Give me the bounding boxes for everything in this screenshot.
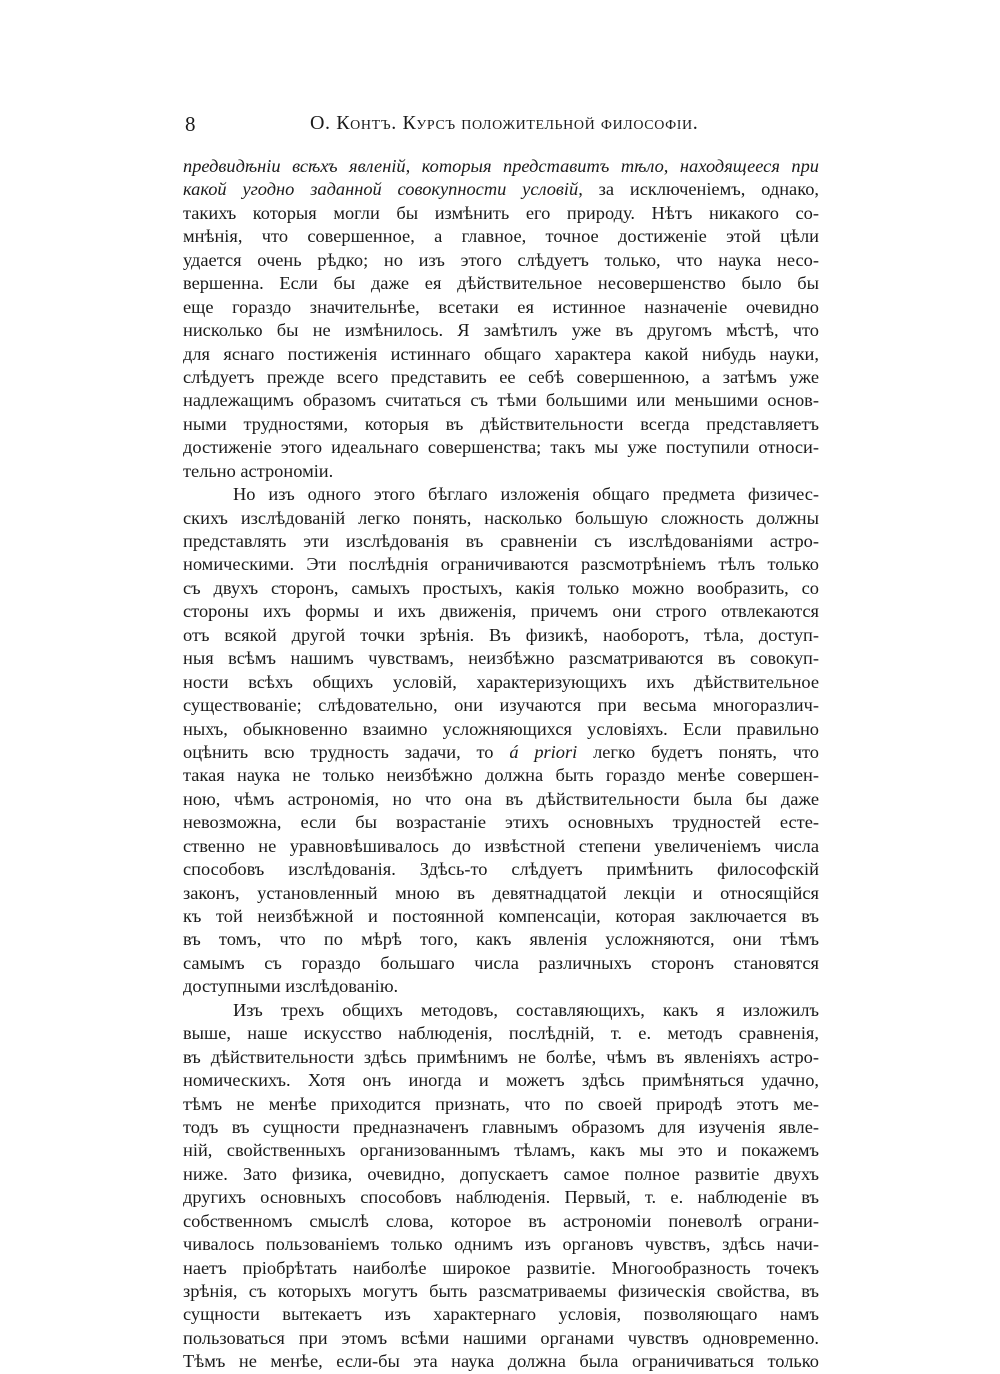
text-line — [183, 764, 819, 787]
text-segment: еще гораздо значительнѣе, всетаки ея истинное назначеніе очевидно — [183, 296, 819, 317]
text-line — [183, 858, 819, 881]
text-segment: наетъ пріобрѣтать наиболѣе широкое развитіе. Многообразность точекъ — [183, 1257, 819, 1278]
text-segment: ныя всѣмъ нашимъ чувствамъ, неизбѣжно разсматриваются въ совокуп- — [183, 648, 819, 669]
text-segment: ній, свойственныхъ организованнымъ тѣламъ, какъ мы это и покажемъ — [183, 1140, 819, 1161]
text-line — [183, 624, 819, 647]
text-segment: за исключеніемъ, однако, — [582, 179, 819, 200]
text-line — [183, 671, 819, 694]
text-segment: законъ, установленный мною въ девятнадцатой лекціи и относящійся — [183, 882, 819, 903]
text-segment: отъ всякой другой точки зрѣнія. Въ физикѣ, наоборотъ, тѣла, доступ- — [183, 624, 819, 645]
text-line — [183, 1139, 819, 1162]
text-line — [183, 694, 819, 717]
text-line — [183, 272, 819, 295]
text-segment: удается очень рѣдко; но изъ этого слѣдуетъ только, что наука несо- — [183, 249, 819, 270]
text-segment: тельно астрономіи. — [183, 460, 334, 481]
text-segment: зрѣнія, съ которыхъ могутъ быть разсматриваемы физическія свойства, въ — [183, 1281, 819, 1301]
text-line — [183, 1350, 819, 1373]
text-segment: мнѣнія, что совершенное, а главное, точное достиженіе этой цѣли — [183, 226, 819, 247]
text-line — [183, 1046, 819, 1069]
text-line — [183, 1069, 819, 1092]
italic-text: á priori — [509, 741, 578, 762]
text-segment: тѣмъ не менѣе приходится признать, что по своей природѣ этотъ ме- — [183, 1093, 819, 1114]
text-line — [183, 647, 819, 670]
text-segment: собственномъ смыслѣ слова, которое въ астрономіи поневолѣ ограни- — [183, 1210, 819, 1231]
text-segment: ности всѣхъ общихъ условій, характеризующихъ ихъ дѣйствительное — [183, 671, 819, 692]
text-segment: стороны ихъ формы и ихъ движенія, причемъ они строго отвлекаются — [183, 601, 819, 622]
text-line — [183, 975, 819, 998]
text-segment: другихъ основныхъ способовъ наблюденія. Первый, т. е. наблюденіе въ — [183, 1187, 819, 1208]
paragraph — [183, 999, 819, 1374]
text-line — [183, 343, 819, 366]
text-segment: способовъ изслѣдованія. Здѣсь-то слѣдуетъ примѣнить философскій — [183, 859, 819, 880]
text-segment: вершенна. Если бы даже ея дѣйствительное несовершенство было бы — [183, 273, 819, 294]
italic-text: предвидѣніи всѣхъ явленій, которыя представитъ тѣло, находящееся при — [183, 156, 819, 176]
text-segment: пользоваться при этомъ всѣми нашими органами чувствъ одновременно. — [183, 1327, 819, 1348]
text-line — [183, 1257, 819, 1280]
text-line — [183, 999, 819, 1022]
text-segment: въ дѣйствительности здѣсь примѣнимъ не болѣе, чѣмъ въ явленіяхъ астро- — [183, 1046, 819, 1067]
page-header — [185, 112, 813, 142]
italic-text: какой угодно заданной совокупности условій, — [183, 179, 583, 200]
text-segment: легко будетъ понять, что — [577, 741, 819, 762]
text-line — [183, 202, 819, 225]
text-line — [183, 436, 819, 459]
text-line — [183, 788, 819, 811]
text-segment: представлять эти изслѣдованія въ сравненіи съ изслѣдованіями астро- — [183, 531, 819, 551]
text-line — [183, 1233, 819, 1256]
text-line — [183, 178, 819, 201]
text-line — [183, 413, 819, 436]
text-segment: невозможна, если бы возрастаніе этихъ основныхъ трудностей есте- — [183, 812, 819, 833]
text-line — [183, 296, 819, 319]
running-title: О. Контъ. Курсъ положительной философіи. — [310, 112, 699, 134]
text-segment: для яснаго постиженія истиннаго общаго характера какой нибудь науки, — [183, 343, 819, 364]
text-segment: Тѣмъ не менѣе, если-бы эта наука должна была ограничиваться только — [183, 1351, 819, 1372]
text-line — [183, 530, 819, 553]
text-segment: выше, наше искусство наблюденія, послѣдній, т. е. методъ сравненія, — [183, 1023, 819, 1044]
text-line — [183, 905, 819, 928]
text-line — [183, 389, 819, 412]
text-segment: ными трудностями, которыя въ дѣйствительности всегда представляетъ — [183, 413, 819, 434]
text-segment: тодъ въ сущности предназначенъ главнымъ образомъ для изученія явле- — [183, 1116, 819, 1137]
text-segment: номическихъ. Хотя онъ иногда и можетъ здѣсь примѣняться удачно, — [183, 1070, 819, 1091]
text-line — [183, 600, 819, 623]
text-segment: самымъ съ гораздо большаго числа различныхъ сторонъ становятся — [183, 952, 819, 973]
text-line — [183, 366, 819, 389]
text-segment: ною, чѣмъ астрономія, но что она въ дѣйствительности была бы даже — [183, 788, 819, 809]
text-segment: ниже. Зато физика, очевидно, допускаетъ самое полное развитіе двухъ — [183, 1163, 819, 1184]
text-line — [183, 460, 819, 483]
text-line — [183, 225, 819, 248]
text-segment: такая наука не только неизбѣжно должна быть гораздо менѣе совершен- — [183, 765, 819, 786]
text-segment: скихъ изслѣдованій легко понять, насколько большую сложность должны — [183, 507, 819, 528]
text-line — [183, 952, 819, 975]
page-number: 8 — [185, 112, 196, 136]
text-segment: къ той неизбѣжной и постоянной компенсаціи, которая заключается въ — [183, 906, 819, 926]
text-segment: нисколько бы не измѣнилось. Я замѣтилъ уже въ другомъ мѣстѣ, что — [183, 320, 819, 341]
text-line — [183, 928, 819, 951]
text-segment: ныхъ, обыкновенно взаимно усложняющихся условіяхъ. Если правильно — [183, 718, 819, 739]
text-line — [183, 1116, 819, 1139]
text-line — [183, 835, 819, 858]
text-segment: надлежащимъ образомъ считаться съ тѣми большими или меньшими основ- — [183, 390, 819, 411]
text-segment: оцѣнить всю трудность задачи, то — [183, 741, 510, 762]
text-segment: доступными изслѣдованію. — [183, 976, 399, 997]
text-line — [183, 1280, 819, 1303]
text-segment: съ двухъ сторонъ, самыхъ простыхъ, какія только можно вообразить, со — [183, 577, 819, 598]
text-segment: въ томъ, что по мѣрѣ того, какъ явленія усложняются, они тѣмъ — [183, 929, 819, 950]
text-segment: существованіе; слѣдовательно, они изучаются при весьма многоразлич- — [183, 695, 819, 716]
text-line — [183, 155, 819, 178]
text-segment: номическими. Эти послѣднія ограничиваются разсмотрѣніемъ тѣлъ только — [183, 554, 819, 575]
text-line — [183, 741, 819, 764]
text-line — [183, 249, 819, 272]
text-segment: достиженіе этого идеальнаго совершенства; такъ мы уже поступили относи- — [183, 437, 819, 458]
text-line — [183, 811, 819, 834]
text-line — [183, 1303, 819, 1326]
text-segment: слѣдуетъ прежде всего представить ее себѣ совершенною, а затѣмъ уже — [183, 366, 819, 387]
text-line — [183, 483, 819, 506]
text-segment: Изъ трехъ общихъ методовъ, составляющихъ, какъ я изложилъ — [233, 999, 819, 1020]
text-line — [183, 718, 819, 741]
paragraph — [183, 155, 819, 483]
text-line — [183, 577, 819, 600]
text-line — [183, 882, 819, 905]
text-segment: такихъ которыя могли бы измѣнить его природу. Нѣтъ никакого со- — [183, 202, 819, 223]
text-segment: сущности вытекаетъ изъ характернаго условія, позволяющаго намъ — [183, 1304, 819, 1325]
text-line — [183, 507, 819, 530]
text-line — [183, 1210, 819, 1233]
text-line — [183, 1093, 819, 1116]
text-line — [183, 553, 819, 576]
text-segment: Но изъ одного этого бѣглаго изложенія общаго предмета физичес- — [233, 484, 819, 505]
body-text — [183, 155, 819, 1374]
text-segment: ственно не уравновѣшивалось до извѣстной степени увеличеніемъ числа — [183, 835, 819, 856]
text-line — [183, 319, 819, 342]
text-segment: чивалось пользованіемъ только однимъ изъ органовъ чувствъ, здѣсь начи- — [183, 1234, 819, 1255]
paragraph — [183, 483, 819, 999]
text-line — [183, 1163, 819, 1186]
text-line — [183, 1022, 819, 1045]
text-line — [183, 1327, 819, 1350]
text-line — [183, 1186, 819, 1209]
